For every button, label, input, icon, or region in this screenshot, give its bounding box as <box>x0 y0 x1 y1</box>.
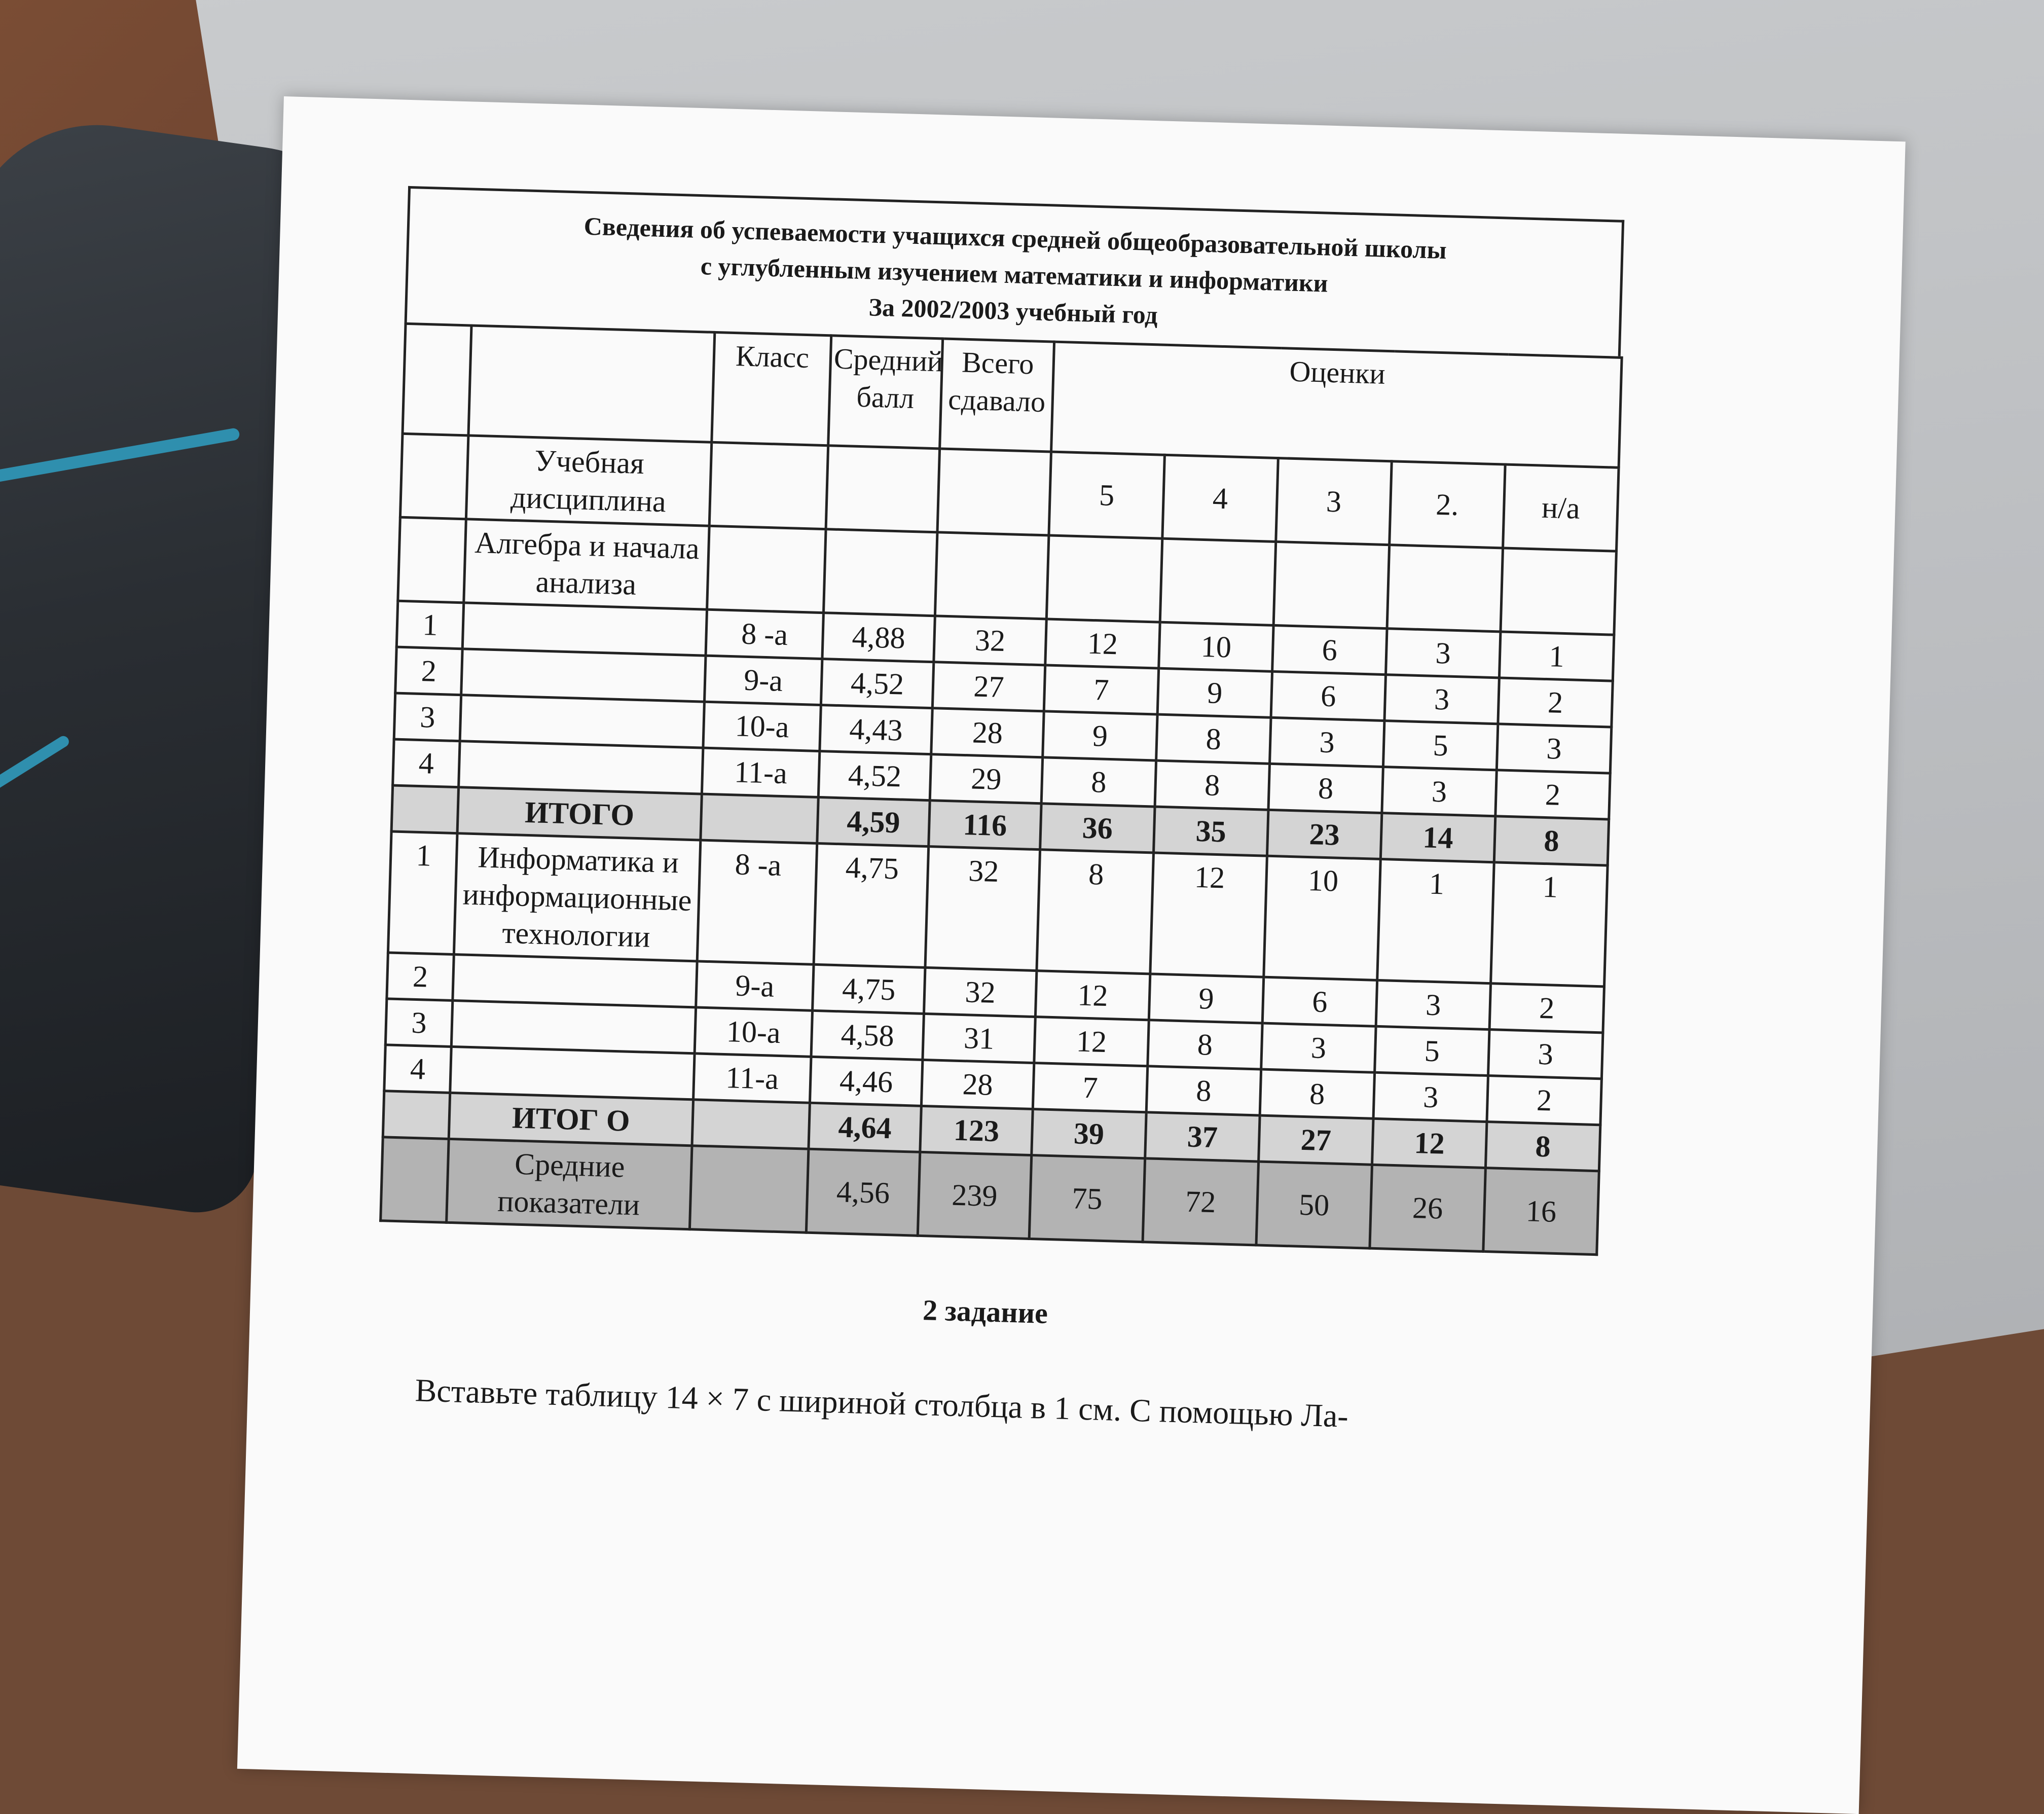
total-cell: 29 <box>930 754 1042 804</box>
grade-4-cell: 8 <box>1146 1066 1261 1115</box>
grade-5-cell: 9 <box>1043 711 1157 760</box>
grade-5-cell: 12 <box>1045 619 1160 668</box>
algebra-total-count: 116 <box>929 801 1041 850</box>
grade-na-cell: 3 <box>1488 1030 1603 1079</box>
printed-sheet <box>237 96 1906 1814</box>
num-header-cell <box>403 323 471 436</box>
grade-2-cell: 1 <box>1377 859 1494 983</box>
grade-3-cell: 8 <box>1268 764 1383 813</box>
grade-5-cell: 8 <box>1041 757 1156 807</box>
informatics-total-label: ИТОГ О <box>449 1093 693 1145</box>
discipline-cell <box>462 603 707 656</box>
title-line-1: Сведения об успеваемости учащихся средней общеобразовательной школы <box>583 211 1447 265</box>
class-cell: 9-а <box>696 961 814 1010</box>
algebra-total-g2: 14 <box>1380 813 1495 862</box>
grade-na-cell: 1 <box>1491 862 1608 987</box>
total-cell: 27 <box>932 662 1045 711</box>
task-title: 2 задание <box>922 1293 1048 1330</box>
avg-cell: 4,52 <box>821 659 933 708</box>
grade-5-cell: 7 <box>1044 665 1158 714</box>
row-number: 2 <box>387 953 454 1001</box>
task-text: Вставьте таблицу 14 × 7 с шириной столбца в 1 см. С помощью Ла- <box>414 1372 1349 1434</box>
discipline-cell <box>461 649 706 702</box>
informatics-total-g3: 27 <box>1259 1115 1373 1165</box>
grade-4-cell: 8 <box>1156 714 1271 764</box>
grade-4-cell: 8 <box>1148 1020 1262 1069</box>
avg-cell: 4,52 <box>818 751 931 801</box>
row-number: 2 <box>395 647 462 695</box>
informatics-total-g2: 12 <box>1372 1118 1486 1168</box>
avg-cell: 4,43 <box>820 705 932 754</box>
discipline-cell <box>460 695 704 748</box>
grade-col-na: н/а <box>1503 464 1619 551</box>
grade-5-cell: 7 <box>1033 1063 1147 1112</box>
avg-cell: 4,46 <box>810 1057 922 1106</box>
grade-4-cell: 9 <box>1157 668 1272 717</box>
informatics-total-g4: 37 <box>1145 1112 1260 1162</box>
grade-3-cell: 3 <box>1270 717 1384 767</box>
grade-3-cell: 6 <box>1262 977 1377 1026</box>
informatics-total-g5: 39 <box>1032 1109 1146 1158</box>
informatics-name: Информатика и информационные технологии <box>454 833 700 961</box>
row-number: 1 <box>388 831 457 955</box>
row-number: 4 <box>384 1045 451 1093</box>
discipline-cell <box>451 1000 696 1053</box>
grade-4-cell: 12 <box>1150 853 1267 977</box>
overall-count: 239 <box>918 1152 1032 1239</box>
class-cell: 11-а <box>702 748 819 797</box>
discipline-header-cell <box>468 325 715 442</box>
class-cell: 10-а <box>695 1007 812 1057</box>
grade-2-cell: 3 <box>1376 980 1490 1029</box>
avg-cell: 4,88 <box>822 613 935 662</box>
avg-cell: 4,75 <box>813 964 925 1013</box>
total-header: Всего сдавало <box>940 339 1054 452</box>
grade-col-2: 2. <box>1390 461 1506 548</box>
grade-na-cell: 1 <box>1499 632 1614 681</box>
grade-3-cell: 8 <box>1260 1069 1374 1118</box>
algebra-total-label: ИТОГО <box>457 787 702 840</box>
informatics-total-avg: 4,64 <box>809 1103 921 1152</box>
discipline-cell <box>453 955 697 1007</box>
overall-g2: 26 <box>1370 1165 1486 1251</box>
grade-2-cell: 3 <box>1382 767 1496 816</box>
informatics-total-gna: 8 <box>1485 1122 1600 1171</box>
sheet-content <box>374 186 1625 1445</box>
grade-2-cell: 5 <box>1375 1026 1489 1075</box>
algebra-total-avg: 4,59 <box>817 797 930 846</box>
grade-2-cell: 3 <box>1385 629 1500 678</box>
backpack-zipper-lower <box>0 734 71 846</box>
row-number: 1 <box>396 601 463 649</box>
discipline-cell <box>450 1046 695 1099</box>
grade-3-cell: 10 <box>1264 856 1381 980</box>
grade-4-cell: 10 <box>1159 622 1273 671</box>
discipline-cell <box>459 741 703 794</box>
grades-header: Оценки <box>1051 342 1622 467</box>
avg-header: Средний балл <box>828 336 943 449</box>
total-cell: 28 <box>921 1060 1034 1109</box>
total-cell: 32 <box>934 616 1046 665</box>
title-line-3: За 2002/2003 учебный год <box>868 293 1158 330</box>
overall-gna: 16 <box>1483 1168 1599 1255</box>
grade-2-cell: 3 <box>1373 1072 1488 1121</box>
class-cell: 8 -а <box>697 840 817 964</box>
grade-na-cell: 2 <box>1487 1076 1602 1125</box>
total-cell: 32 <box>924 967 1036 1017</box>
grade-na-cell: 3 <box>1496 724 1612 773</box>
grade-3-cell: 6 <box>1271 671 1385 720</box>
overall-avg: 4,56 <box>806 1149 920 1236</box>
informatics-total-count: 123 <box>920 1106 1033 1155</box>
avg-cell: 4,58 <box>811 1010 924 1060</box>
informatics-rows <box>384 831 1608 1125</box>
class-header: Класс <box>712 332 831 445</box>
grade-5-cell: 12 <box>1035 971 1150 1020</box>
total-cell: 31 <box>923 1013 1035 1063</box>
grade-3-cell: 3 <box>1261 1023 1376 1072</box>
overall-g5: 75 <box>1029 1155 1145 1242</box>
grade-5-cell: 12 <box>1034 1017 1149 1066</box>
algebra-total-gna: 8 <box>1494 816 1609 865</box>
total-cell: 32 <box>925 847 1040 971</box>
algebra-name: Алгебра и начала анализа <box>464 519 709 609</box>
class-cell: 11-а <box>694 1054 811 1103</box>
algebra-total-g5: 36 <box>1040 804 1155 853</box>
class-cell: 10-а <box>703 702 821 751</box>
grade-3-cell: 6 <box>1272 625 1387 674</box>
row-number: 3 <box>394 693 461 741</box>
overall-g4: 72 <box>1143 1158 1259 1245</box>
discipline-header: Учебная дисциплина <box>466 436 711 526</box>
avg-cell: 4,75 <box>814 843 929 967</box>
backpack-zipper <box>0 427 240 489</box>
grade-4-cell: 8 <box>1155 760 1269 810</box>
grade-5-cell: 8 <box>1037 850 1154 974</box>
grade-col-4: 4 <box>1162 455 1279 541</box>
row-number: 4 <box>393 739 460 787</box>
grade-na-cell: 2 <box>1489 984 1604 1033</box>
grade-col-3: 3 <box>1276 458 1392 545</box>
overall-label: Средние показатели <box>447 1139 692 1229</box>
class-cell: 8 -а <box>706 609 823 659</box>
grade-col-5: 5 <box>1049 452 1165 538</box>
grade-2-cell: 3 <box>1384 675 1499 724</box>
class-cell: 9-а <box>704 656 822 705</box>
algebra-rows <box>393 601 1614 819</box>
grade-2-cell: 5 <box>1383 721 1498 770</box>
row-number: 3 <box>385 999 452 1047</box>
algebra-total-g3: 23 <box>1267 810 1381 859</box>
grade-na-cell: 2 <box>1498 678 1613 727</box>
total-cell: 28 <box>931 708 1044 757</box>
algebra-total-g4: 35 <box>1154 807 1268 856</box>
grade-na-cell: 2 <box>1495 770 1611 819</box>
overall-g3: 50 <box>1256 1162 1372 1248</box>
grade-4-cell: 9 <box>1149 974 1263 1023</box>
grades-table <box>379 322 1623 1256</box>
title-line-2: с углубленным изучением математики и информатики <box>700 251 1329 298</box>
